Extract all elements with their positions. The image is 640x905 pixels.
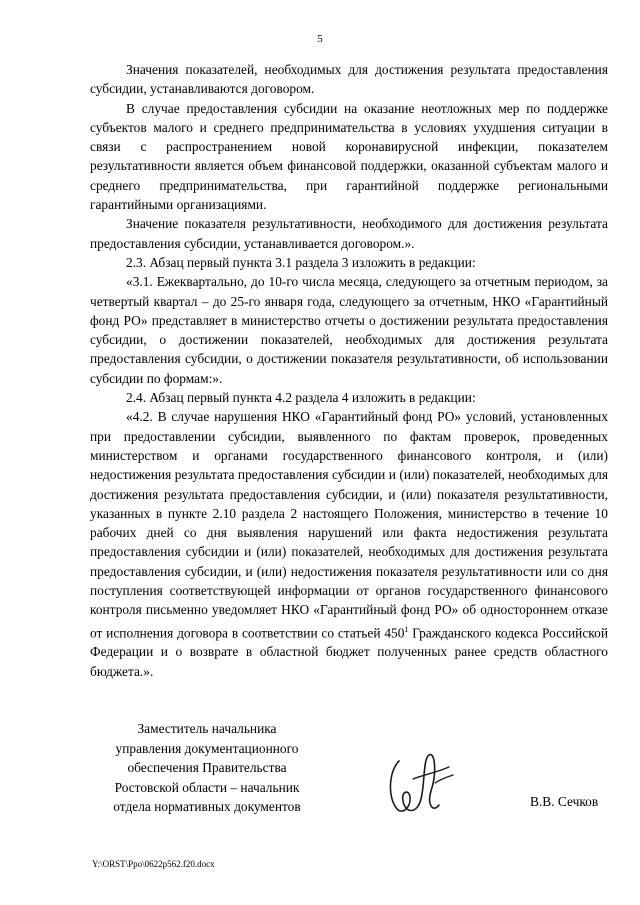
signatory-title-line: отдела нормативных документов <box>113 799 301 814</box>
page-number: 5 <box>317 33 323 45</box>
paragraph: В случае предоставления субсидии на оказание неотложных мер по поддержке субъектов малого и среднего предпринимательства в условиях ухудшения ситуации в связи с распространением новой коронавирусной инфекции, показателем результативности является объем финансовой поддержки, оказанной субъектам малого и среднего предпринимательства, при гарантийной поддержке региональными гарантийными организациями. <box>90 100 608 213</box>
paragraph-clause-4-2 <box>90 407 608 681</box>
clause-text-end: Гражданского кодекса Российской Федерации и о возврате в областной бюджет полученных ранее средств областного бюджета.». <box>90 625 608 679</box>
signatory-title-line: Заместитель начальника <box>137 721 277 736</box>
paragraph: 2.4. Абзац первый пункта 4.2 раздела 4 изложить в редакции: <box>126 390 476 406</box>
paragraph: 2.3. Абзац первый пункта 3.1 раздела 3 изложить в редакции: <box>126 254 476 270</box>
file-path-footer: Y:\ORST\Ppo\0622p562.f20.docx <box>92 859 215 869</box>
clause-text: «4.2. В случае нарушения НКО «Гарантийный фонд РО» условий, установленных при предоставлении субсидии, выявленного по фактам проверок, проведенных министерством и органами государственного финансового контроля, и (или) недостижения результата предоставления субсидии и (или) показателей, необходимых для достижения результата предоставления субсидии, и (или) показателя результативности, указанных в пункте 2.10 раздела 2 настоящего Положения, министерство в течение 10 рабочих дней со дня выявления нарушений или факта недостижения результата предоставления субсидии и (или) показателей, необходимых для достижения результата предоставления субсидии, и (или) недостижения показателя результативности или со дня поступления соответствующей информации от органов государственного финансового контроля письменно уведомляет НКО «Гарантийный фонд РО» об одностороннем отказе от исполнения договора в соответствии со статьей 450 <box>90 409 608 641</box>
signatory-title-line: обеспечения Правительства <box>127 760 287 775</box>
document-body <box>90 60 608 681</box>
paragraph: Значения показателей, необходимых для достижения результата предоставления субсидии, устанавливаются договором. <box>90 62 608 97</box>
signatory-name: В.В. Сечков <box>530 794 599 809</box>
paragraph: «3.1. Ежеквартально, до 10-го числа месяца, следующего за отчетным периодом, за четвертый квартал – до 25-го января года, следующего за отчетным, НКО «Гарантийный фонд РО» представляет в министерство отчеты о достижении результата предоставления субсидии, о достижении показателей, необходимых для достижения результата предоставления субсидии, о достижении показателя результативности, об использовании субсидии по формам:». <box>90 274 608 386</box>
signatory-title-line: управления документационного <box>115 740 299 756</box>
handwritten-signature-icon <box>383 749 458 824</box>
paragraph: Значение показателя результативности, необходимого для достижения результата предоставления субсидии, устанавливается договором.». <box>90 216 608 251</box>
article-superscript: 1 <box>404 624 409 634</box>
signature-block <box>0 719 640 819</box>
signatory-title-line: Ростовской области – начальник <box>114 779 300 795</box>
